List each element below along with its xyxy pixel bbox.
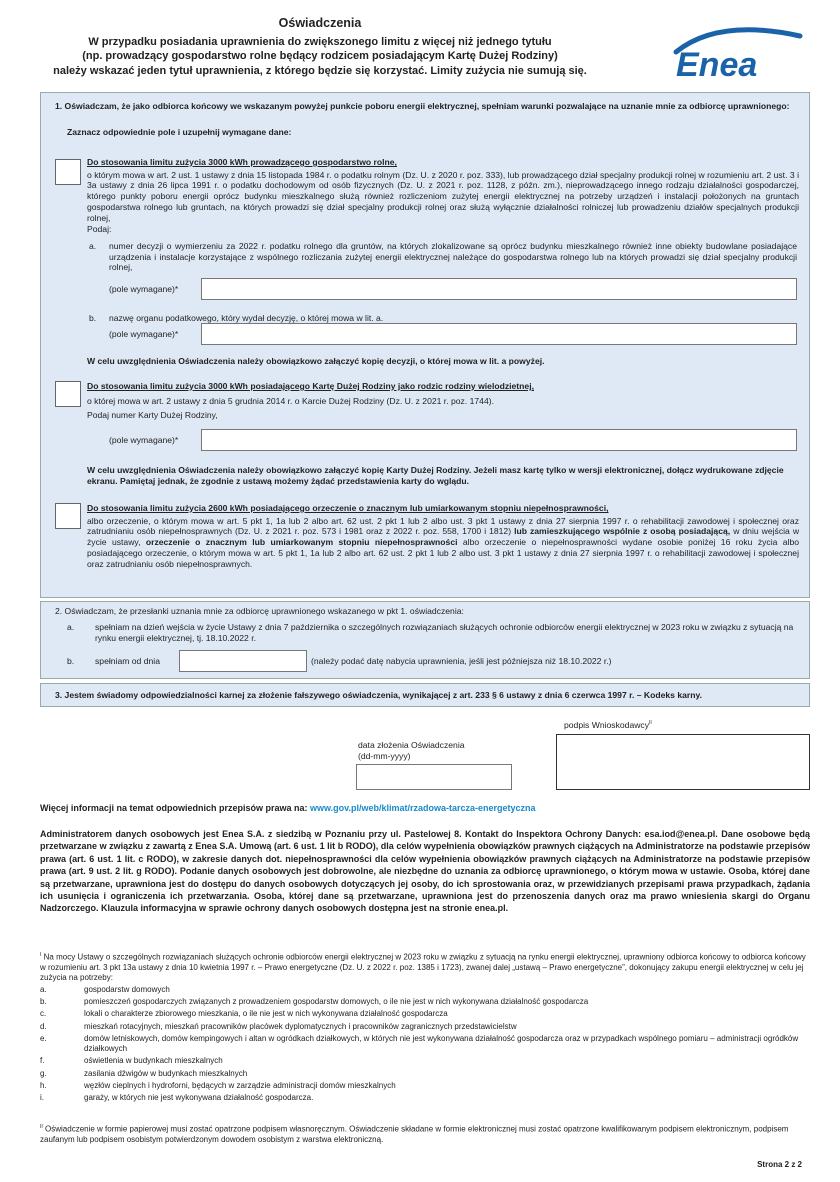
footnote-list-item-letter: h. <box>40 1080 47 1090</box>
signature-footnote-marker: II <box>649 720 652 727</box>
signature-box[interactable] <box>556 734 810 790</box>
section-3 <box>40 683 810 707</box>
footnote-list-item <box>40 1056 810 1066</box>
date-label <box>358 740 518 761</box>
footnote-list-item-text: gospodarstw domowych <box>84 985 170 994</box>
footnote-1-text: Na mocy Ustawy o szczególnych rozwiązaniach służących ochronie odbiorców energii elektrycznej w 2023 roku w związku z sytuacją na rynku energii elektrycznej, uprawniony odbiorca końcowy to odbiorca końcowy w rozumieniu art. 3 pkt 13a ustawy z dnia 10 kwietnia 1997 r. – Prawo energetyczne (Dz. U. z 2022 r. poz. 1385 i 1723), zwanej dalej „ustawą – Prawo energetyczne”, dokonujący zakupu energii elektrycznej w celu jej zużycia na potrzeby: <box>40 952 806 983</box>
footnote-2 <box>40 1124 810 1145</box>
footnote-list-item <box>40 997 810 1007</box>
option-farm-b-field-label: (pole wymagane)* <box>109 329 179 339</box>
enea-logo <box>668 22 808 82</box>
section-1-intro: 1. Oświadczam, że jako odbiorca końcowy we wskazanym powyżej punkcie poboru energii elektrycznej, spełniam warunki pozwalające na uznanie mnie za odbiorcę uprawnionego: <box>55 101 790 111</box>
submission-date-field[interactable] <box>356 764 512 790</box>
option-large-family-body: o której mowa w art. 2 ustawy z dnia 5 grudnia 2014 r. o Karcie Dużej Rodziny (Dz. U. z 2021 r. poz. 1744). <box>87 395 494 406</box>
section-2-b-letter: b. <box>67 656 75 666</box>
option-large-family-checkbox[interactable] <box>55 381 81 407</box>
section-2-intro: 2. Oświadczam, że przesłanki uznania mnie za odbiorcę uprawnionego wskazanego w pkt 1. oświadczenia: <box>55 606 464 616</box>
header-line-1: W przypadku posiadania uprawnienia do zwiększonego limitu z więcej niż jednego tytułu <box>88 35 552 48</box>
option-farm-a-text: numer decyzji o wymierzeniu za 2022 r. podatku rolnego dla gruntów, na których zlokalizowane są oprócz budynku mieszkalnego również inne obiekty budowlane posiadające urządzenia i instalacje korzystające z wspólnego rozliczania zużytej energii elektrycznej należące do gospodarstwa rolnego lub na których prowadzi się dział specjalny produkcji rolnej, <box>109 241 797 273</box>
option-farm-checkbox[interactable] <box>55 159 81 185</box>
date-label-main: data złożenia Oświadczenia <box>358 740 465 750</box>
footnote-list-item-text: domów letniskowych, domów kempingowych i altan w ogródkach działkowych, w których nie jest wykonywana działalność gospodarcza oraz w przypadkach wspólnego pomiaru – administracji ogródków działkowych <box>84 1033 799 1054</box>
option-farm-note: W celu uwzględnienia Oświadczenia należy obowiązkowo załączyć kopię decyzji, o której mowa w lit. a powyżej. <box>87 356 545 366</box>
option-disability-body <box>87 516 799 570</box>
section-2-b-text: spełniam od dnia <box>95 656 160 666</box>
footnote-2-text: Oświadczenie w formie papierowej musi zostać opatrzone podpisem własnoręcznym. Oświadczenie składane w formie elektronicznej musi zostać opatrzone kwalifikowanym podpisem elektronicznym, podpisem zaufanym lub podpisem osobistym potwierdzonym dowodem osobistym z warstwa elektroniczną. <box>40 1124 789 1144</box>
header-line-2: (np. prowadzący gospodarstwo rolne będący rodzicem posiadającym Kartę Dużej Rodziny) <box>82 50 558 63</box>
section-1 <box>40 92 810 598</box>
section-1-instruction: Zaznacz odpowiednie pole i uzupełnij wymagane dane: <box>67 127 292 137</box>
footnote-list-item-letter: g. <box>40 1068 47 1078</box>
more-info-link[interactable]: www.gov.pl/web/klimat/rzadowa-tarcza-energetyczna <box>309 803 536 813</box>
more-info <box>40 803 810 814</box>
section-2-b-note: (należy podać datę nabycia uprawnienia, jeśli jest późniejsza niż 18.10.2022 r.) <box>311 656 612 666</box>
section-2-a-text: spełniam na dzień wejścia w życie Ustawy z dnia 7 października o szczególnych rozwiązaniach służących ochronie odbiorców energii elektrycznej w 2023 roku w związku z sytuacją na rynku energii elektrycznej, tj. 18.10.2022 r. <box>95 622 794 643</box>
footnote-list-item-letter: c. <box>40 1009 47 1019</box>
option-farm-podaj: Podaj: <box>87 224 112 235</box>
tax-decision-number-field[interactable] <box>201 278 797 300</box>
footnote-list-item-letter: f. <box>40 1056 45 1066</box>
option-farm-a-letter: a. <box>89 241 97 251</box>
option-farm-heading: Do stosowania limitu zużycia 3000 kWh prowadzącego gospodarstwo rolne, <box>87 157 397 167</box>
section-2-a-letter: a. <box>67 622 75 632</box>
more-info-text: Więcej informacji na temat odpowiednich przepisów prawa na: <box>40 803 308 813</box>
option-disability-body-d: orzeczenie o znacznym lub umiarkowanym stopniu niepełnosprawności <box>145 537 458 548</box>
footnote-list-item-letter: i. <box>40 1093 44 1103</box>
footnote-2-marker: II <box>40 1124 43 1130</box>
page-title: Oświadczenia <box>278 16 362 30</box>
footnote-list-item <box>40 1093 810 1103</box>
footnote-list-item-text: oświetlenia w budynkach mieszkalnych <box>84 1056 223 1066</box>
option-large-family-heading: Do stosowania limitu zużycia 3000 kWh posiadającego Kartę Dużej Rodziny jako rodzic rodziny wielodzietnej, <box>87 381 534 391</box>
option-disability-checkbox[interactable] <box>55 503 81 529</box>
data-protection-clause: Administratorem danych osobowych jest Enea S.A. z siedzibą w Poznaniu przy ul. Pastelowej 8. Kontakt do Inspektora Ochrony Danych: esa.iod@enea.pl. Dane osobowe będą przetwarzane w związku z zawartą z Enea S.A. Umową (art. 6 ust. 1 lit b RODO), dla celów wypełnienia obowiązków prawnych ciążących na Administratorze na podstawie przepisów prawa (art. 6 ust. 1 lit. c RODO), w zakresie danych dot. niepełnosprawności dla celów wypełnienia obowiązków prawnych ciążących na Administratorze na podstawie przepisów prawa (art. 9 ust. 2 lit. g RODO). Podanie danych osobowych jest dobrowolne, ale niezbędne do uznania za odbiorcę uprawnionego, o którym mowa w ustawie. Osoba, której dane są przetwarzane, uprawniona jest do dostępu do danych osobowych dotyczących jej osoby, do ich sprostowania oraz, w przewidzianych przepisami prawa przypadkach, żądania ich usunięcia i ograniczenia ich przetwarzania. Osoba, której dane są przetwarzane, uprawniona jest do przenoszenia danych oraz ma prawo wniesienia skargi do Organu Nadzorczego. Klauzula informacyjna w sprawie ochrony danych osobowych dostępna jest na stronie enea.pl. <box>40 829 810 914</box>
option-farm-a-field-label: (pole wymagane)* <box>109 284 179 294</box>
footnote-list-item-letter: a. <box>40 985 47 994</box>
footnote-1 <box>40 952 810 983</box>
footnote-list-item <box>40 1069 810 1079</box>
date-label-format: (dd-mm-yyyy) <box>358 750 411 761</box>
logo-wordmark: Enea <box>676 46 758 82</box>
header-line-3: należy wskazać jeden tytuł uprawnienia, z którego będzie się korzystać. Limity zużycia nie sumują się. <box>53 64 587 77</box>
section-3-text: 3. Jestem świadomy odpowiedzialności karnej za złożenie fałszywego oświadczenia, wynikającej z art. 233 § 6 ustawy z dnia 6 czerwca 1997 r. – Kodeks karny. <box>55 690 703 700</box>
footnote-list-item <box>40 1034 810 1054</box>
option-disability <box>87 503 799 569</box>
large-family-card-number-field[interactable] <box>201 429 797 451</box>
footnote-1-list <box>40 985 810 1105</box>
footnote-list-item <box>40 1022 810 1032</box>
signature-label <box>564 720 652 731</box>
option-disability-body-a: albo orzeczenie, o którym mowa w art. 5 pkt 1, 1a lub 2 albo art. 62 ust. 2 pkt 1 lub 2 albo ust. 3 pkt 1 ustawy z dnia 27 sierpnia 1997 r. o rehabilitacji zawodowej i społecznej oraz zatrudnianiu osób niepełnosprawnych (Dz. U. z 2021 r. poz. 573 i 1981 oraz z 2022 r. poz. 558, 1700 i 1812) <box>87 515 799 537</box>
footnote-list-item <box>40 1081 810 1091</box>
option-large-family-field-label: (pole wymagane)* <box>109 435 179 445</box>
footnote-list-item-letter: d. <box>40 1021 47 1031</box>
footnote-list-item-text: węzłów cieplnych i hydroforni, będących w zarządzie administracji domów mieszkalnych <box>84 1080 396 1090</box>
option-farm-body: o którym mowa w art. 2 ust. 1 ustawy z dnia 15 listopada 1984 r. o podatku rolnym (Dz. U. z 2020 r. poz. 333), lub prowadzącego dział specjalny produkcji rolnej w rozumieniu art. 2 ust. 3 i 3a ustawy z dnia 26 lipca 1991 r. o podatku dochodowym od osób fizycznych (Dz. U. z 2021 r. poz. 1128, z późn. zm.), nieprowadzącego innego rodzaju działalności gospodarczej, którego punkty poboru energii oprócz budynku mieszkalnego służą również rozliczeniom zużytej energii elektrycznej na potrzeby urządzeń i instalacji położonych na gruntach gospodarstwa rolnego lub gruntach, na których prowadzi się dział specjalny produkcji rolnej oraz służą wyłącznie działalności rolniczej lub prowadzeniu działów specjalnych produkcji rolnej, <box>87 169 799 223</box>
tax-authority-field[interactable] <box>201 323 797 345</box>
page-header <box>40 16 600 78</box>
page-number: Strona 2 z 2 <box>757 1160 802 1169</box>
footnote-list-item-letter: e. <box>40 1033 47 1043</box>
footnote-list-item-text: lokali o charakterze zbiorowego mieszkania, o ile nie jest w nich wykonywana działalność gospodarcza <box>84 1009 448 1019</box>
option-farm-b-text: nazwę organu podatkowego, który wydał decyzję, o której mowa w lit. a. <box>109 313 384 323</box>
footnote-list-item <box>40 1009 810 1019</box>
option-large-family-podaj: Podaj numer Karty Dużej Rodziny, <box>87 410 218 421</box>
option-disability-body-b: lub zamieszkującego wspólnie z osobą posiadającą, <box>514 526 731 537</box>
section-2 <box>40 601 810 679</box>
footnote-list-item-text: mieszkań rotacyjnych, mieszkań pracowników placówek dyplomatycznych i pracowników zagranicznych przedstawicielstw <box>84 1021 517 1031</box>
option-large-family-note: W celu uwzględnienia Oświadczenia należy obowiązkowo załączyć kopię Karty Dużej Rodziny. Jeżeli masz kartę tylko w wersji elektronicznej, dołącz wydrukowane zdjęcie ekranu. Pamiętaj jednak, że zgodnie z ustawą możemy żądać przedstawienia karty do wglądu. <box>87 465 784 486</box>
option-large-family <box>87 381 799 421</box>
footnote-1-marker: I <box>40 952 42 958</box>
footnote-list-item-text: pomieszczeń gospodarczych związanych z prowadzeniem gospodarstw domowych, o ile nie jest w nich wykonywana działalność gospodarcza <box>84 997 589 1007</box>
option-farm-b-letter: b. <box>89 313 97 323</box>
footnote-list-item-text: zasilania dźwigów w budynkach mieszkalnych <box>84 1068 248 1078</box>
footnote-list-item-text: garaży, w których nie jest wykonywana działalność gospodarcza. <box>84 1093 314 1103</box>
option-farm <box>87 157 799 235</box>
option-disability-body-c: w dniu wejścia w życie ustawy, <box>87 526 800 548</box>
footnote-list-item <box>40 985 810 995</box>
option-disability-heading: Do stosowania limitu zużycia 2600 kWh posiadającego orzeczenie o znacznym lub umiarkowanym stopniu niepełnosprawności, <box>87 503 609 513</box>
option-disability-body-e: albo orzeczenie o niepełnosprawności wydane osobie poniżej 16 roku życia albo posiadającego orzeczenie, o którym mowa w art. 5 pkt 1, 1a lub 2 albo art. 62 ust. 2 pkt 1 lub 2 albo ust. 3 pkt 1 ustawy z dnia 27 sierpnia 1997 r. o rehabilitacji zawodowej i społecznej oraz zatrudnianiu osób niepełnosprawnych. <box>87 537 800 569</box>
footnote-list-item-letter: b. <box>40 997 47 1007</box>
entitlement-date-field[interactable] <box>179 650 307 672</box>
signature-label-text: podpis Wnioskodawcy <box>564 720 650 730</box>
